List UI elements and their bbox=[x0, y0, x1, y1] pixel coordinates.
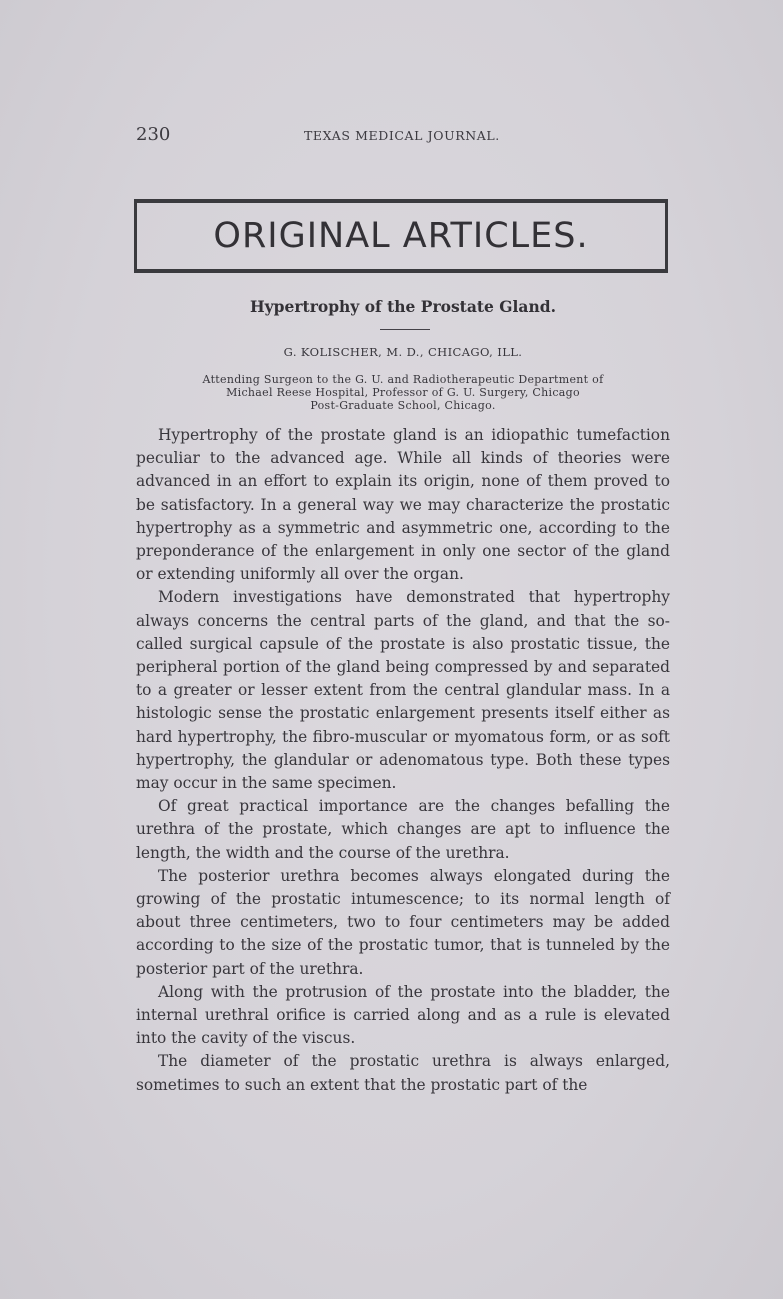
running-head bbox=[136, 124, 672, 144]
title-divider bbox=[380, 329, 430, 330]
page-number: 230 bbox=[136, 124, 171, 145]
section-banner-title: ORIGINAL ARTICLES. bbox=[213, 216, 589, 256]
author-affiliation bbox=[136, 373, 670, 412]
body-paragraph: The posterior urethra becomes always elongated during the growing of the prostatic intumescence; to its normal length of about three centimeters, two to four centimeters may be added according to the size of the prostatic tumor, that is tunneled by the posterior part of the urethra. bbox=[136, 866, 670, 978]
article-author: G. KOLISCHER, M. D., CHICAGO, ILL. bbox=[283, 345, 523, 359]
body-paragraph: The diameter of the prostatic urethra is always enlarged, sometimes to such an extent that the prostatic part of the bbox=[136, 1052, 670, 1094]
affiliation-line: Attending Surgeon to the G. U. and Radiotherapeutic Department of bbox=[202, 373, 604, 386]
section-banner bbox=[134, 199, 668, 273]
body-paragraph: Along with the protrusion of the prostate into the bladder, the internal urethral orifice is carried along and as a rule is elevated into the cavity of the viscus. bbox=[136, 982, 670, 1048]
affiliation-line: Michael Reese Hospital, Professor of G. U. Surgery, Chicago bbox=[226, 386, 580, 399]
article-title: Hypertrophy of the Prostate Gland. bbox=[250, 297, 556, 316]
body-paragraph: Hypertrophy of the prostate gland is an idiopathic tumefaction peculiar to the advanced age. While all kinds of theories were advanced in an effort to explain its origin, none of them proved to be satisfactory. In a general way we may characterize the prostatic hypertrophy as a symmetric and asymmetric one, according to the preponderance of the enlargement in only one sector of the gland or extending uniformly all over the organ. bbox=[136, 426, 670, 584]
body-paragraph: Of great practical importance are the changes befalling the urethra of the prostate, which changes are apt to influence the length, the width and the course of the urethra. bbox=[136, 797, 670, 862]
journal-name: TEXAS MEDICAL JOURNAL. bbox=[304, 128, 500, 143]
affiliation-line: Post-Graduate School, Chicago. bbox=[310, 399, 496, 412]
article-body bbox=[136, 424, 670, 1097]
body-paragraph: Modern investigations have demonstrated that hypertrophy always concerns the central parts of the gland, and that the so-called surgical capsule of the prostate is also prostatic tissue, the peripheral portion of the gland being compressed by and separated to a greater or lesser extent from the central glandular mass. In a histologic sense the prostatic enlargement presents itself either as hard hypertrophy, the fibro-muscular or myomatous form, or as soft hypertrophy, the glandular or adenomatous type. Both these types may occur in the same specimen. bbox=[136, 588, 670, 793]
